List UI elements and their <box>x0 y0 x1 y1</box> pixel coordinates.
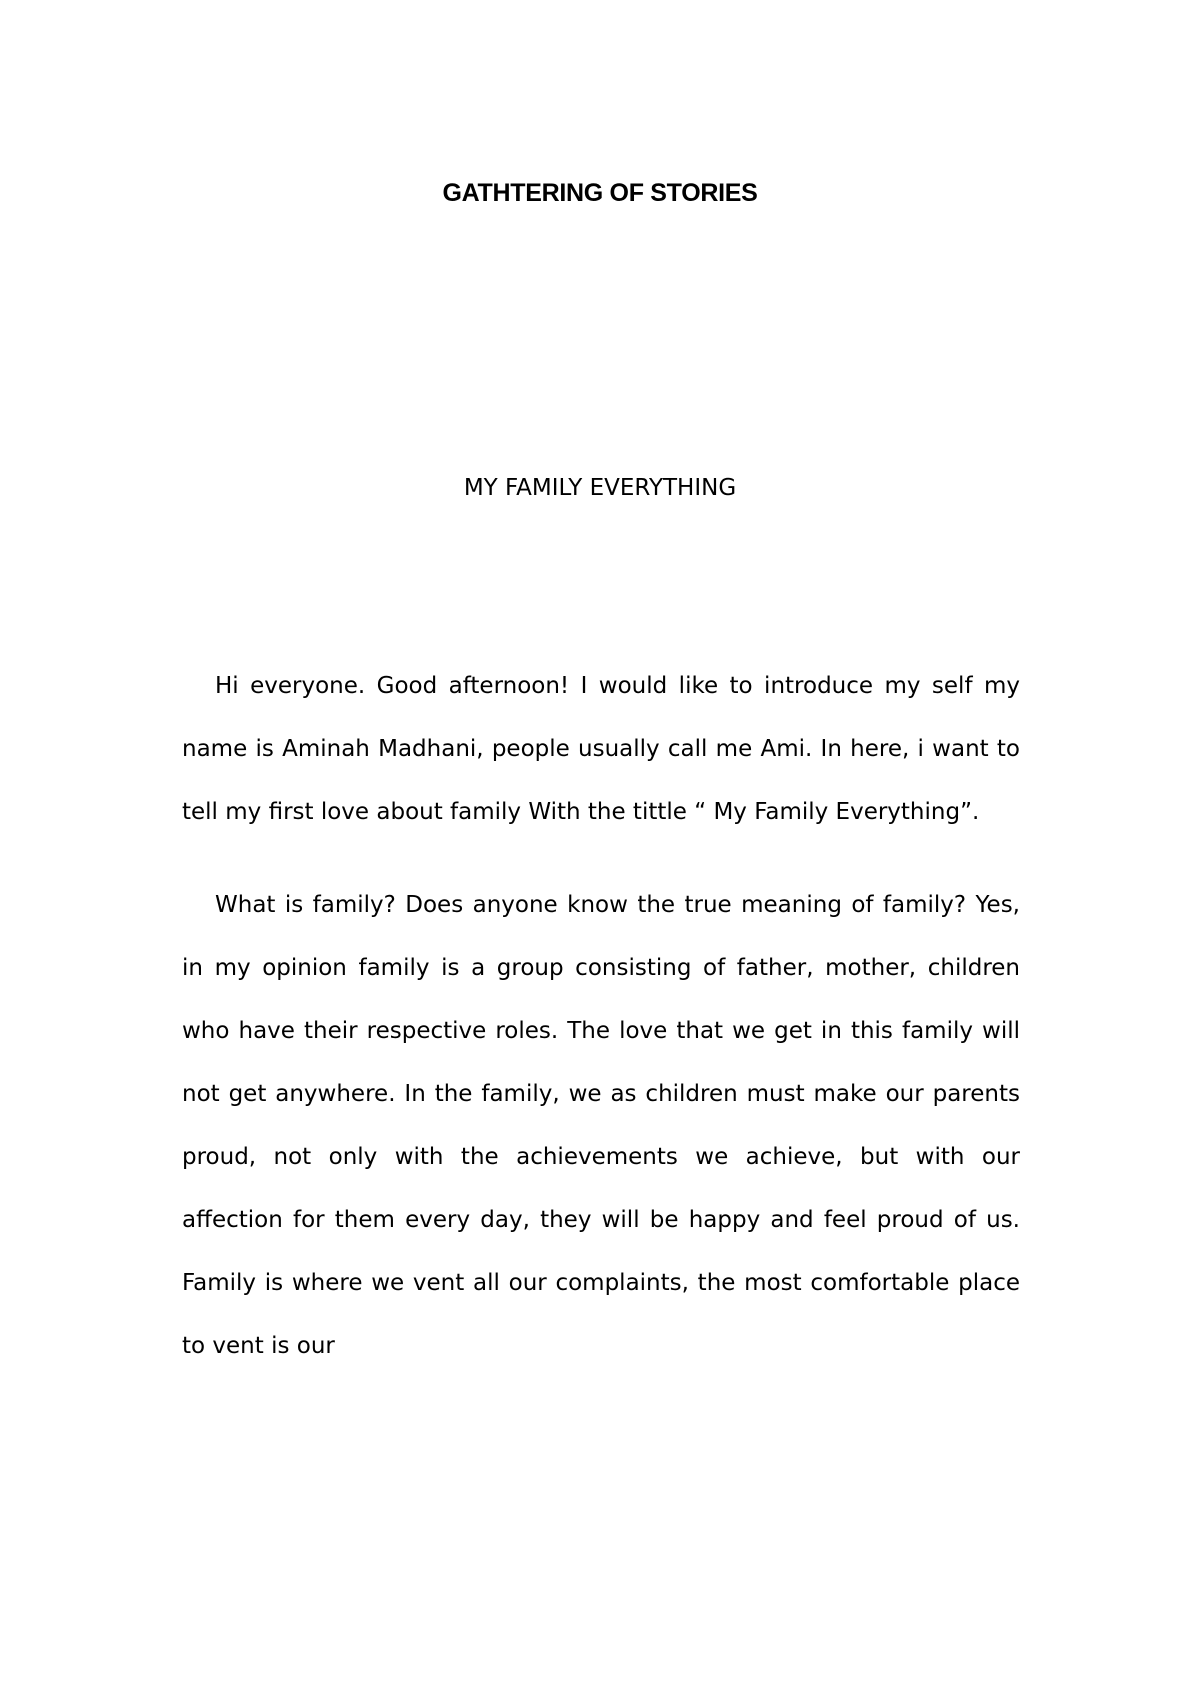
story-title: MY FAMILY EVERYTHING <box>463 475 737 501</box>
paragraph-what-is-family: What is family? Does anyone know the true meaning of family? Yes, in my opinion family is a group consisting of father, mother, children who have their respective roles. The love that we get in this family will not get anywhere. In the family, we as children must make our parents proud, not only with the achievements we achieve, but with our affection for them every day, they will be happy and feel proud of us. Family is where we vent all our complaints, the most comfortable place to vent is our <box>182 892 1020 1359</box>
document-heading: GATHTERING OF STORIES <box>442 179 758 207</box>
story-body <box>182 655 1020 1378</box>
paragraph-introduction: Hi everyone. Good afternoon! I would like to introduce my self my name is Aminah Madhani, people usually call me Ami. In here, i want to tell my first love about family With the tittle “ My Family Everything”. <box>182 673 1020 825</box>
